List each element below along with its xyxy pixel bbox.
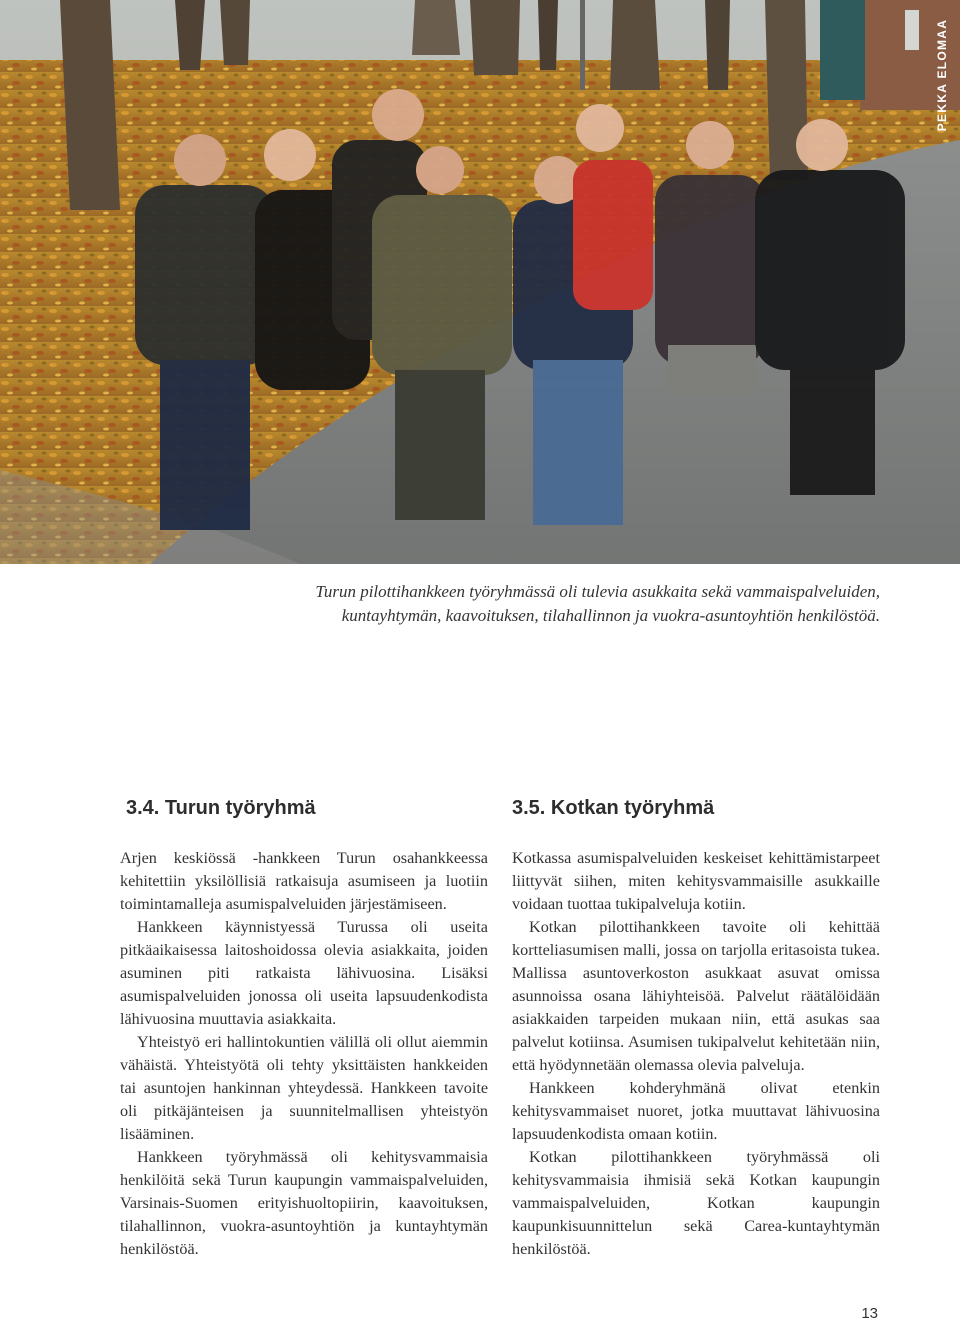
paragraph: Hankkeen kohderyhmänä olivat etenkin kehitysvammaiset nuoret, jotka muuttavat lähivuosina lapsuudenkodista omaan kotiin. bbox=[512, 1079, 880, 1143]
paragraph: Hankkeen työryhmässä oli kehitysvammaisia henkilöitä sekä Turun kaupungin vammaispalveluiden, Varsinais-Suomen erityishuoltopiirin, kaavoituksen, tilahallinnon, vuokra-asuntoyhtiön ja kuntayhtymän henkilöstöä. bbox=[120, 1148, 488, 1258]
section-turku bbox=[120, 795, 488, 1261]
photo-caption bbox=[180, 580, 880, 628]
caption-line-2: kuntayhtymän, kaavoituksen, tilahallinnon ja vuokra-asuntoyhtiön henkilöstöä. bbox=[341, 606, 880, 625]
caption-line-1: Turun pilottihankkeen työryhmässä oli tulevia asukkaita sekä vammaispalveluiden, bbox=[315, 582, 880, 601]
paragraph: Kotkassa asumispalveluiden keskeiset kehittämistarpeet liittyvät siihen, miten kehitysvammaisille asukkaille voidaan tuottaa tukipalveluja kotiin. bbox=[512, 849, 880, 913]
section-kotka bbox=[512, 795, 880, 1261]
page-number: 13 bbox=[861, 1305, 878, 1322]
photo-credit-text: PEKKA ELOMAA bbox=[935, 18, 949, 132]
paragraph: Arjen keskiössä -hankkeen Turun osahankkeessa kehitettiin yksilöllisiä ratkaisuja asumiseen ja luotiin toimintamalleja asumispalveluiden järjestämiseen. bbox=[120, 849, 488, 913]
paragraph: Yhteistyö eri hallintokuntien välillä oli ollut aiemmin vähäistä. Yhteistyötä oli tehty yksittäisten hankkeiden tai asuntojen hankinnan yhteydessä. Hankkeen tavoite oli pitkäjänteisen ja suunnitelmallisen yhteistyön lisääminen. bbox=[120, 1033, 488, 1143]
photo-credit bbox=[924, 0, 960, 150]
paragraph: Hankkeen käynnistyessä Turussa oli useita pitkäaikaisessa laitoshoidossa olevia asiakkaita, joiden asuminen piti ratkaista lähivuosina. Lisäksi asumispalveluiden jonossa oli useita lapsuudenkodista lähivuosina muuttavia asiakkaita. bbox=[120, 918, 488, 1028]
paragraph: Kotkan pilottihankkeen tavoite oli kehittää kortteliasumisen malli, jossa on tarjolla eritasoista tukea. Mallissa asuntoverkoston asukkaat asuvat omissa asunnoissa osana lähiyhteisöä. Palvelut räätälöidään asiakkaiden tarpeiden mukaan niin, että asukas saa palvelut kotiinsa. Asumisen tukipalvelut kehitetään niin, että hyödynnetään olemassa olevia palveluja. bbox=[512, 918, 880, 1074]
section-heading-turku: 3.4. Turun työryhmä bbox=[126, 797, 316, 819]
group-photo bbox=[0, 0, 960, 564]
group-photo-icon bbox=[0, 0, 960, 564]
section-heading-kotka: 3.5. Kotkan työryhmä bbox=[512, 797, 715, 819]
paragraph: Kotkan pilottihankkeen työryhmässä oli kehitysvammaisia ihmisiä sekä Kotkan kaupungin vammaispalveluiden, Kotkan kaupungin kaupunkisuunnittelun sekä Carea-kuntayhtymän henkilöstöä. bbox=[512, 1148, 880, 1258]
